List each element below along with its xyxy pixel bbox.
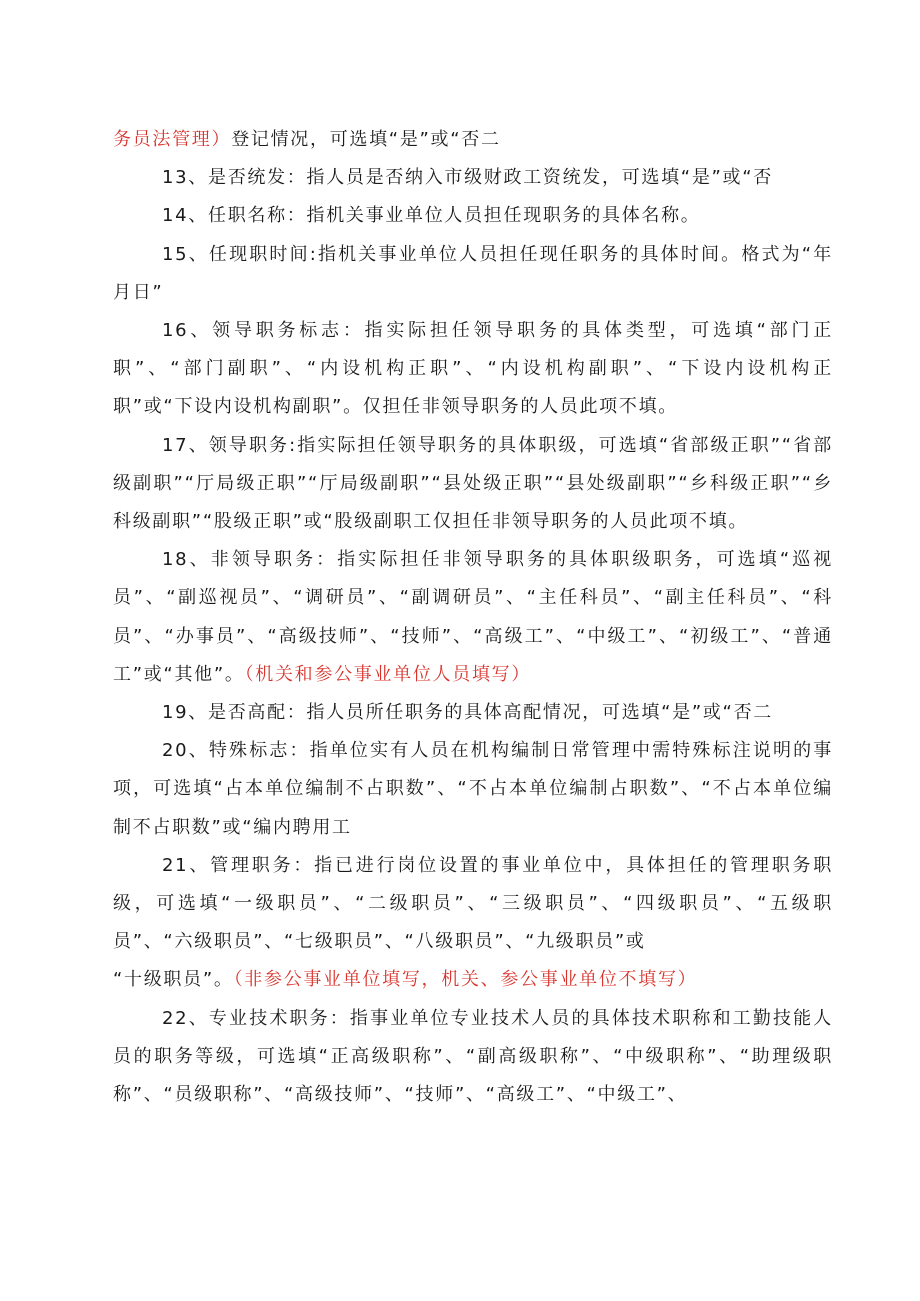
paragraph-16: 16、领导职务标志：指实际担任领导职务的具体类型，可选填“部门正职”、“部门副职”、“内设机构正职”、“内设机构副职”、“下设内设机构正职”或“下设内设机构副职”。仅担任非领导职务的人员此项不填。 xyxy=(113,320,833,418)
paragraph-20: 20、特殊标志：指单位实有人员在机构编制日常管理中需特殊标注说明的事项，可选填“占本单位编制不占职数”、“不占本单位编制占职数”、“不占本单位编制不占职数”或“编内聘用工 xyxy=(113,740,833,838)
paragraph-15: 15、任现职时间:指机关事业单位人员担任现任职务的具体时间。格式为“年月日” xyxy=(113,243,833,303)
paragraph-14: 14、任职名称：指机关事业单位人员担任现职务的具体名称。 xyxy=(162,205,701,227)
paragraph-19: 19、是否高配：指人员所任职务的具体高配情况，可选填“是”或“否二 xyxy=(162,702,773,724)
paragraph-13: 13、是否统发：指人员是否纳入市级财政工资统发，可选填“是”或“否 xyxy=(162,167,773,189)
paragraph-21-continued: “十级职员”。（非参公事业单位填写，机关、参公事业单位不填写） xyxy=(113,969,698,991)
red-note: 务员法管理） xyxy=(113,129,232,150)
paragraph-17: 17、领导职务:指实际担任领导职务的具体职级，可选填“省部级正职”“省部级副职”“厅局级正职”“厅局级副职”“县处级正职”“县处级副职”“乡科级正职”“乡科级副职”“股级正职”或“股级副职工仅担任非领导职务的人员此项不填。 xyxy=(113,434,833,533)
document-body xyxy=(113,121,833,1114)
red-note: （非参公事业单位填写，机关、参公事业单位不填写） xyxy=(233,969,698,991)
paragraph-18: 18、非领导职务：指实际担任非领导职务的具体职级职务，可选填“巡视员”、“副巡视员”、“调研员”、“副调研员”、“主任科员”、“副主任科员”、“科员”、“办事员”、“高级技师”、“技师”、“高级工”、“中级工”、“初级工”、“普通工”或“其他”。（机关和参公事业单位人员填写） xyxy=(113,549,833,685)
paragraph-12-tail: 务员法管理）登记情况，可选填“是”或“否二 xyxy=(113,129,501,150)
red-note: （机关和参公事业单位人员填写） xyxy=(244,663,532,685)
paragraph-21: 21、管理职务：指已进行岗位设置的事业单位中，具体担任的管理职务职级，可选填“一级职员”、“二级职员”、“三级职员”、“四级职员”、“五级职员”、“六级职员”、“七级职员”、“八级职员”、“九级职员”或 xyxy=(113,854,833,953)
paragraph-22: 22、专业技术职务：指事业单位专业技术人员的具体技术职称和工勤技能人员的职务等级，可选填“正高级职称”、“副高级职称”、“中级职称”、“助理级职称”、“员级职称”、“高级技师”、“技师”、“高级工”、“中级工”、 xyxy=(113,1007,833,1106)
